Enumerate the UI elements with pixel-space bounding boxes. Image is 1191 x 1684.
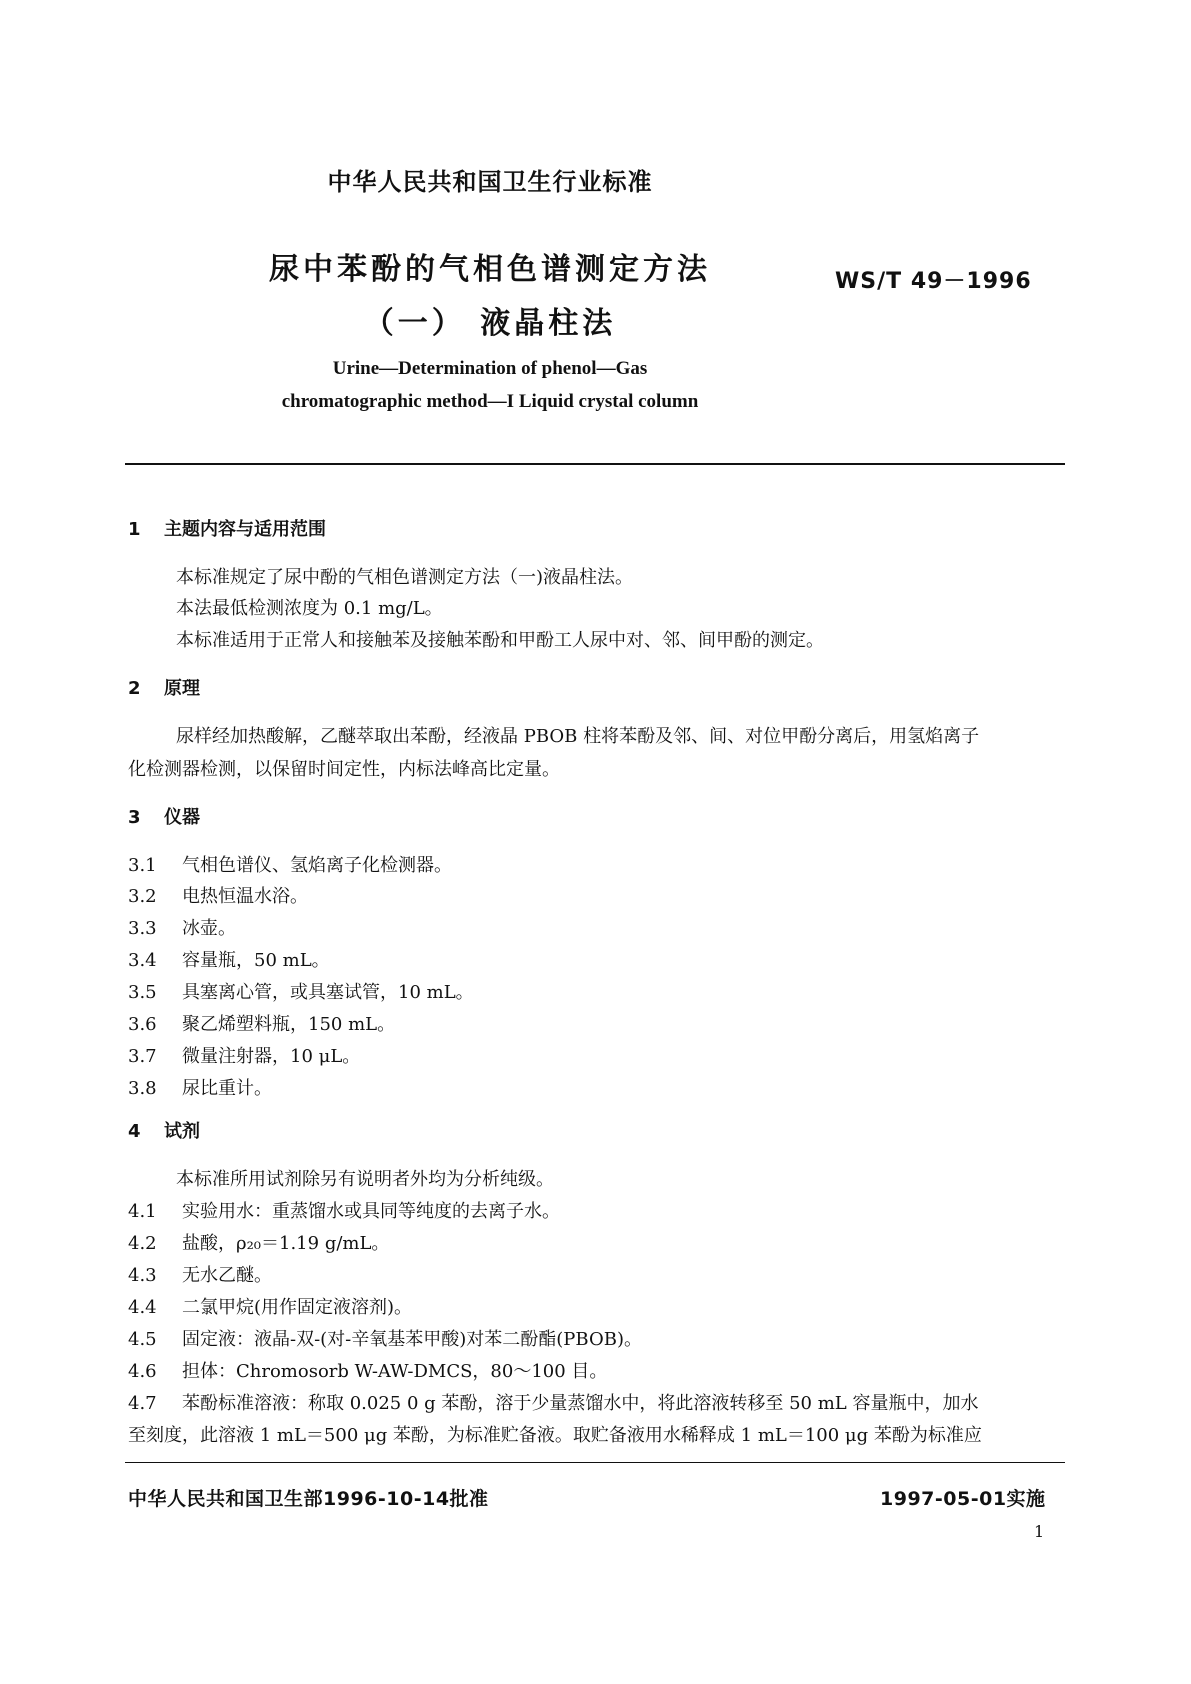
item-number: 3.6 — [128, 1014, 157, 1035]
page-number: 1 — [1034, 1522, 1045, 1541]
item-text: 二氯甲烷(用作固定液溶剂)。 — [182, 1297, 413, 1318]
list-item — [128, 1197, 560, 1223]
item-number: 3.4 — [128, 950, 157, 971]
item-number: 3.2 — [128, 886, 157, 907]
paragraph: 本标准所用试剂除另有说明者外均为分析纯级。 — [176, 1169, 554, 1190]
english-title-line-1: Urine—Determination of phenol—Gas — [332, 358, 648, 379]
list-item — [128, 882, 308, 908]
paragraph: 尿样经加热酸解，乙醚萃取出苯酚，经液晶 PBOB 柱将苯酚及邻、间、对位甲酚分离后，用氢焰离子 — [176, 726, 980, 747]
item-text: 气相色谱仪、氢焰离子化检测器。 — [182, 855, 452, 876]
section-number: 4 — [128, 1121, 141, 1142]
item-text: 具塞离心管，或具塞试管，10 mL。 — [182, 982, 474, 1003]
approval-date: 中华人民共和国卫生部1996-10-14批准 — [128, 1488, 489, 1510]
item-text: 无水乙醚。 — [182, 1265, 272, 1286]
item-text: 聚乙烯塑料瓶，150 mL。 — [182, 1014, 396, 1035]
item-text: 微量注射器，10 μL。 — [182, 1046, 361, 1067]
item-text: 实验用水：重蒸馏水或具同等纯度的去离子水。 — [182, 1201, 560, 1222]
item-text: 固定液：液晶-双-(对-辛氧基苯甲酸)对苯二酚酯(PBOB)。 — [182, 1329, 642, 1350]
section-2-heading — [128, 674, 200, 700]
item-number: 4.1 — [128, 1201, 157, 1222]
item-number: 3.7 — [128, 1046, 157, 1067]
paragraph: 至刻度，此溶液 1 mL＝500 μg 苯酚，为标准贮备液。取贮备液用水稀释成 1 mL＝100 μg 苯酚为标准应 — [128, 1425, 982, 1446]
item-number: 3.3 — [128, 918, 157, 939]
document-subtitle: （一） 液晶柱法 — [363, 306, 617, 341]
list-item — [128, 946, 330, 972]
list-item — [128, 1042, 360, 1068]
list-item — [128, 1261, 272, 1287]
section-number: 1 — [128, 519, 141, 540]
list-item — [128, 1325, 642, 1351]
item-number: 3.8 — [128, 1078, 157, 1099]
section-title: 主题内容与适用范围 — [164, 519, 326, 540]
list-item — [128, 978, 474, 1004]
english-title-line-2: chromatographic method—I Liquid crystal column — [281, 391, 699, 412]
standard-organization: 中华人民共和国卫生行业标准 — [327, 168, 653, 196]
section-title: 仪器 — [164, 807, 200, 828]
item-text: 冰壶。 — [182, 918, 236, 939]
item-text: 容量瓶，50 mL。 — [182, 950, 330, 971]
list-item — [128, 1389, 978, 1415]
item-number: 3.5 — [128, 982, 157, 1003]
item-number: 4.3 — [128, 1265, 157, 1286]
document-title: 尿中苯酚的气相色谱测定方法 — [269, 252, 711, 287]
paragraph: 本标准规定了尿中酚的气相色谱测定方法（一)液晶柱法。 — [176, 567, 634, 588]
list-item — [128, 851, 452, 877]
item-text: 盐酸，ρ₂₀＝1.19 g/mL。 — [182, 1233, 390, 1254]
list-item — [128, 1357, 607, 1383]
section-1-heading — [128, 515, 326, 541]
item-number: 3.1 — [128, 855, 157, 876]
list-item — [128, 914, 236, 940]
section-number: 3 — [128, 807, 141, 828]
section-4-heading — [128, 1117, 200, 1143]
item-text: 电热恒温水浴。 — [182, 886, 308, 907]
item-text: 苯酚标准溶液：称取 0.025 0 g 苯酚，溶于少量蒸馏水中，将此溶液转移至 50 mL 容量瓶中，加水 — [182, 1393, 979, 1414]
standard-code: WS/T 49－1996 — [835, 269, 1032, 294]
section-title: 试剂 — [164, 1121, 200, 1142]
item-number: 4.6 — [128, 1361, 157, 1382]
item-text: 担体：Chromosorb W-AW-DMCS，80～100 目。 — [182, 1361, 608, 1382]
footer-divider — [125, 1462, 1065, 1463]
section-title: 原理 — [164, 678, 200, 699]
paragraph: 本标准适用于正常人和接触苯及接触苯酚和甲酚工人尿中对、邻、间甲酚的测定。 — [176, 630, 824, 651]
header-divider — [125, 463, 1065, 465]
section-number: 2 — [128, 678, 141, 699]
list-item — [128, 1074, 272, 1100]
list-item — [128, 1010, 395, 1036]
paragraph: 本法最低检测浓度为 0.1 mg/L。 — [176, 598, 443, 619]
item-number: 4.4 — [128, 1297, 157, 1318]
paragraph: 化检测器检测，以保留时间定性，内标法峰高比定量。 — [128, 759, 560, 780]
implementation-date: 1997-05-01实施 — [880, 1488, 1046, 1510]
list-item — [128, 1293, 412, 1319]
item-number: 4.5 — [128, 1329, 157, 1350]
section-3-heading — [128, 803, 200, 829]
item-number: 4.7 — [128, 1393, 157, 1414]
list-item — [128, 1229, 389, 1255]
item-text: 尿比重计。 — [182, 1078, 272, 1099]
item-number: 4.2 — [128, 1233, 157, 1254]
